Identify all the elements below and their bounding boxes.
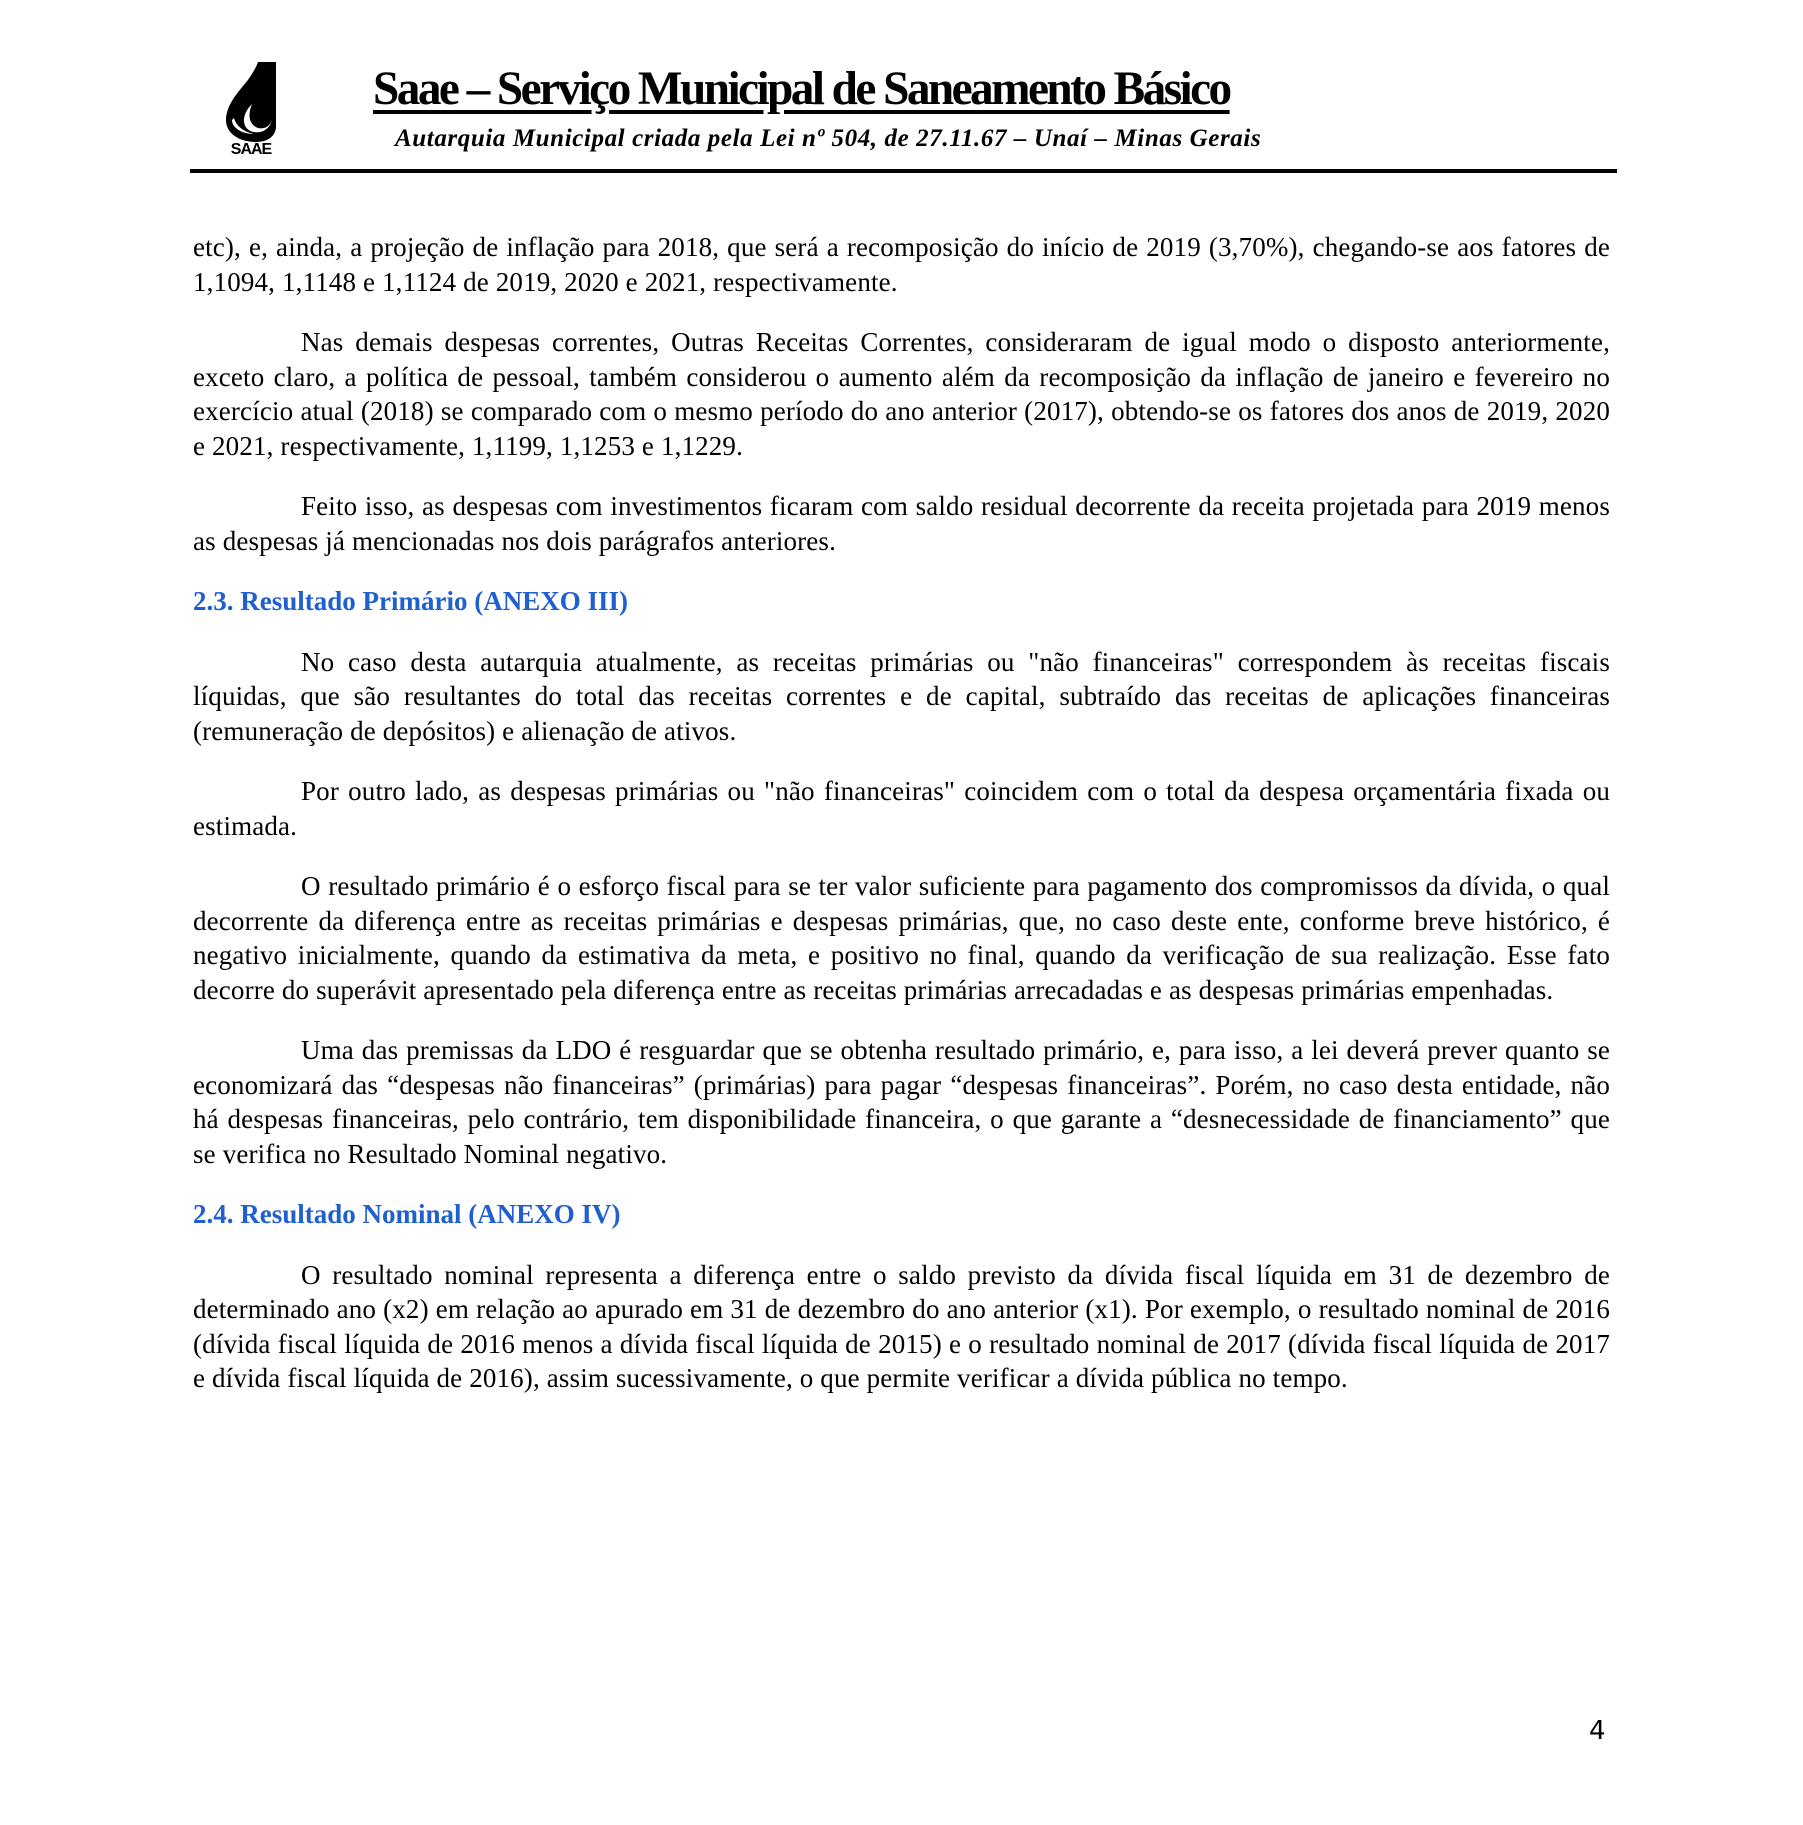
paragraph: No caso desta autarquia atualmente, as receitas primárias ou "não financeiras" correspondem às receitas fiscais líquidas, que são resultantes do total das receitas correntes e de capital, subtraído das receitas de aplicações financeiras (remuneração de depósitos) e alienação de ativos. [193, 646, 1610, 746]
paragraph: Feito isso, as despesas com investimentos ficaram com saldo residual decorrente da receita projetada para 2019 menos as despesas já mencionadas nos dois parágrafos anteriores. [193, 491, 1610, 556]
paragraph: Nas demais despesas correntes, Outras Receitas Correntes, consideraram de igual modo o disposto anteriormente, exceto claro, a política de pessoal, também considerou o aumento além da recomposição da inflação de janeiro e fevereiro no exercício atual (2018) se comparado com o mesmo período do ano anterior (2017), obtendo-se os fatores dos anos de 2019, 2020 e 2021, respectivamente, 1,1199, 1,1253 e 1,1229. [193, 327, 1610, 461]
svg-text:SAAE: SAAE [230, 141, 272, 156]
paragraph: Uma das premissas da LDO é resguardar que se obtenha resultado primário, e, para isso, a lei deverá prever quanto se economizará das “despesas não financeiras” (primárias) para pagar “despesas financeiras”. Porém, no caso desta entidade, não há despesas financeiras, pelo contrário, tem disponibilidade financeira, o que garante a “desnecessidade de financiamento” que se verifica no Resultado Nominal negativo. [193, 1035, 1610, 1169]
paragraph: O resultado nominal representa a diferença entre o saldo previsto da dívida fiscal líquida em 31 de dezembro de determinado ano (x2) em relação ao apurado em 31 de dezembro do ano anterior (x1). Por exemplo, o resultado nominal de 2016 (dívida fiscal líquida de 2016 menos a dívida fiscal líquida de 2015) e o resultado nominal de 2017 (dívida fiscal líquida de 2017 e dívida fiscal líquida de 2016), assim sucessivamente, o que permite verificar a dívida pública no tempo. [193, 1259, 1610, 1393]
header-divider [190, 169, 1617, 173]
letterhead [190, 55, 1620, 175]
document-body [193, 230, 1610, 1422]
page-number: 4 [1589, 1716, 1606, 1746]
paragraph-continuation: etc), e, ainda, a projeção de inflação para 2018, que será a recomposição do início de 2019 (3,70%), chegando-se aos fatores de 1,1094, 1,1148 e 1,1124 de 2019, 2020 e 2021, respectivamente. [193, 232, 1610, 297]
paragraph: Por outro lado, as despesas primárias ou "não financeiras" coincidem com o total da despesa orçamentária fixada ou estimada. [193, 776, 1610, 841]
letterhead-title: Saae – Serviço Municipal de Saneamento Básico [373, 62, 1230, 115]
paragraph: O resultado primário é o esforço fiscal para se ter valor suficiente para pagamento dos compromissos da dívida, o qual decorrente da diferença entre as receitas primárias e despesas primárias, que, no caso deste ente, conforme breve histórico, é negativo inicialmente, quando da estimativa da meta, e positivo no final, quando da verificação de sua realização. Esse fato decorre do superávit apresentado pela diferença entre as receitas primárias arrecadadas e as despesas primárias empenhadas. [193, 871, 1610, 1005]
section-heading-resultado-nominal: 2.4. Resultado Nominal (ANEXO IV) [193, 1199, 621, 1229]
letterhead-subtitle: Autarquia Municipal criada pela Lei nº 504, de 27.11.67 – Unaí – Minas Gerais [395, 125, 1262, 152]
section-heading-resultado-primario: 2.3. Resultado Primário (ANEXO III) [193, 586, 628, 616]
saae-water-drop-logo-icon [218, 60, 284, 156]
